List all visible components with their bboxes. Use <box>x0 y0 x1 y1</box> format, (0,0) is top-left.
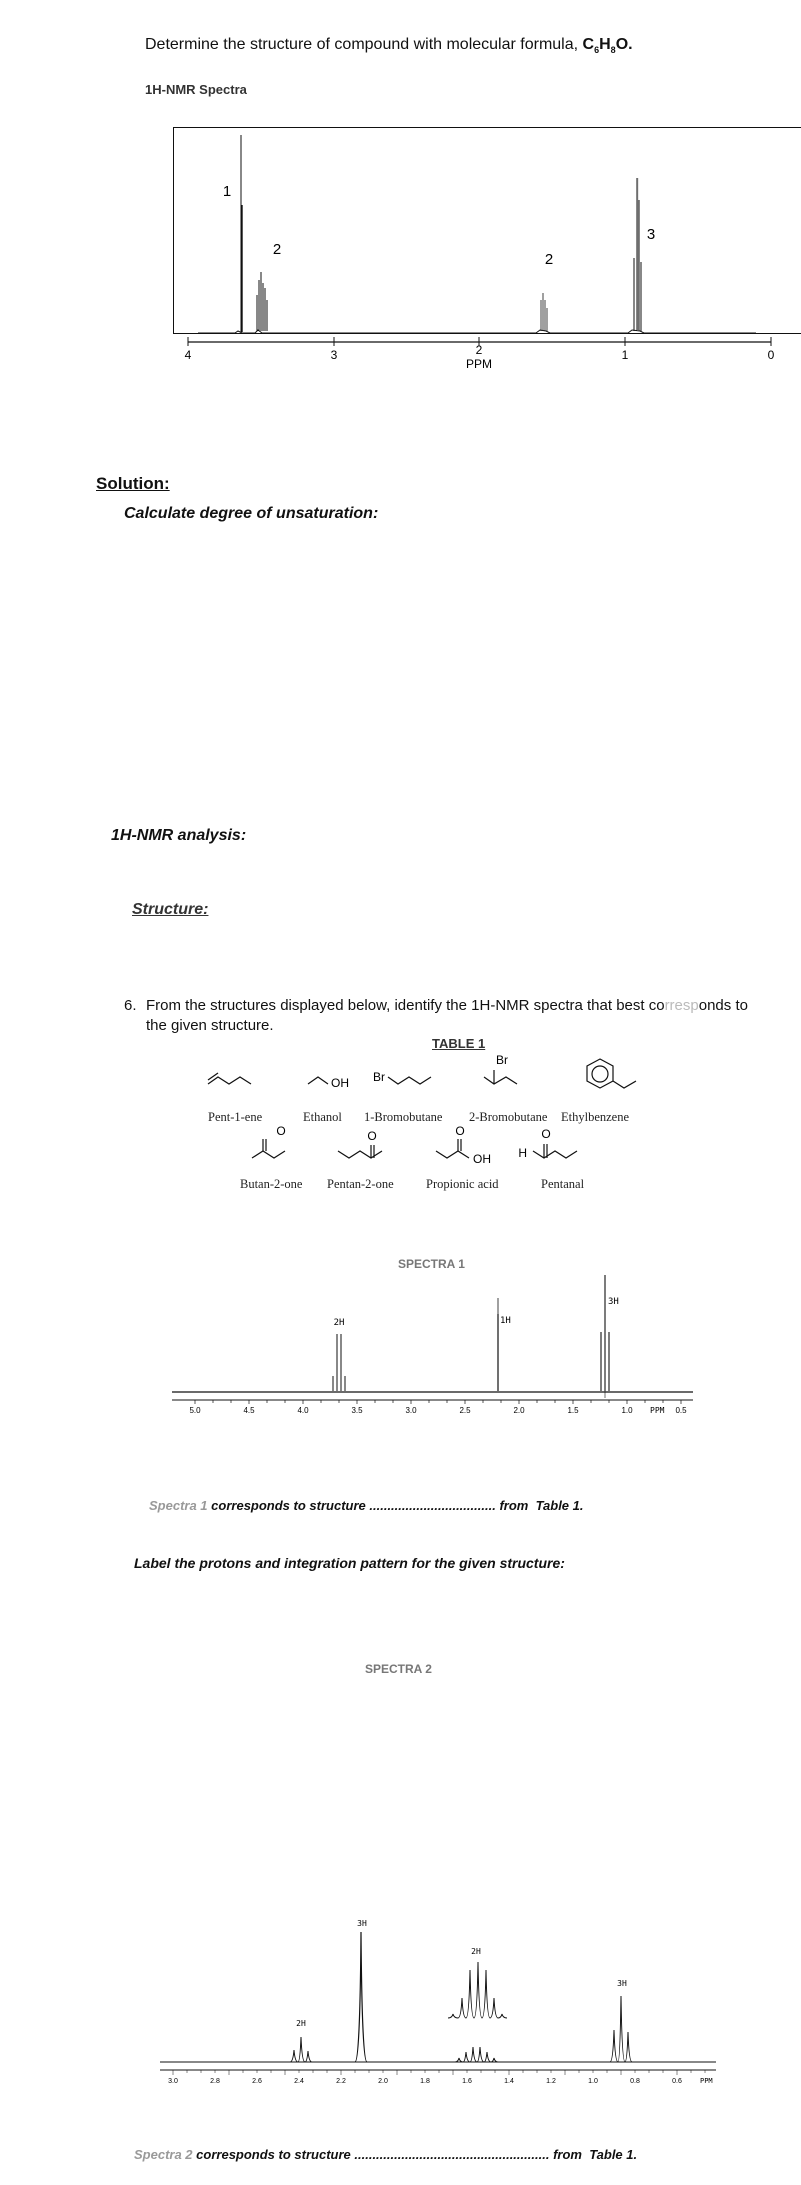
atom-oh: OH <box>473 1152 491 1166</box>
peak-label-2h: 2H <box>296 2019 306 2028</box>
minor-ticks <box>195 1400 681 1404</box>
peak-label-1: 1 <box>222 183 232 200</box>
minor-ticks <box>173 2070 705 2075</box>
compound-name: 1-Bromobutane <box>364 1110 443 1124</box>
svg-text:4.0: 4.0 <box>297 1406 309 1415</box>
nmr-spectra-label: 1H-NMR Spectra <box>145 82 247 97</box>
svg-text:2.0: 2.0 <box>513 1406 525 1415</box>
spectra-1-plot <box>0 1270 801 1430</box>
spectra-1-title: SPECTRA 1 <box>398 1257 465 1271</box>
atom-h: H <box>518 1146 527 1160</box>
atom-br: Br <box>373 1070 385 1084</box>
answer-blank[interactable]: ...................................................... <box>354 2147 550 2162</box>
structure-2-bromobutane <box>484 1070 517 1084</box>
ppm-tick-label: 3 <box>330 348 338 362</box>
spectra-2-title: SPECTRA 2 <box>365 1662 432 1676</box>
ppm-tick-label: 0 <box>767 348 775 362</box>
structure-heading: Structure: <box>132 901 209 918</box>
peak-label-2a: 2 <box>272 241 282 258</box>
compound-name: Ethylbenzene <box>561 1110 630 1124</box>
structure-pentanal <box>533 1144 577 1158</box>
structure-propionic-acid <box>436 1139 469 1158</box>
svg-text:1.2: 1.2 <box>546 2078 556 2085</box>
svg-text:2.8: 2.8 <box>210 2078 220 2085</box>
question-6-text: From the structures displayed below, identify the 1H-NMR spectra that best corresponds to the given structure. <box>146 997 748 1034</box>
compound-name: Pentan-2-one <box>327 1177 394 1191</box>
svg-text:1.4: 1.4 <box>504 2078 514 2085</box>
structure-butan-2-one <box>252 1139 285 1158</box>
spectra-2-plot <box>0 1920 801 2100</box>
structure-ethanol <box>308 1077 328 1084</box>
ppm-tick-label: 4 <box>184 348 192 362</box>
peak-label-3h: 3H <box>617 1979 627 1988</box>
compound-name: Propionic acid <box>426 1177 499 1191</box>
spectrum-baseline <box>198 330 756 333</box>
svg-text:3.0: 3.0 <box>405 1406 417 1415</box>
svg-text:3.0: 3.0 <box>168 2078 178 2085</box>
compound-name: Pent-1-ene <box>208 1110 263 1124</box>
svg-text:1.5: 1.5 <box>567 1406 579 1415</box>
compound-name: Ethanol <box>303 1110 342 1124</box>
svg-text:2.0: 2.0 <box>378 2078 388 2085</box>
peak-label-1h: 1H <box>500 1316 511 1326</box>
ppm-label: PPM <box>700 2077 713 2085</box>
peak-label-3: 3 <box>646 226 656 243</box>
unsaturation-heading: Calculate degree of unsaturation: <box>124 505 379 522</box>
svg-text:2.5: 2.5 <box>459 1406 471 1415</box>
peak-2b <box>541 293 547 331</box>
question-number: 6. <box>124 997 137 1014</box>
peak-label-2h: 2H <box>471 1947 481 1956</box>
ppm-tick-label: 1 <box>621 348 629 362</box>
spectra-2-answer: Spectra 2 corresponds to structure ...................................................... from Table 1. <box>134 2147 638 2162</box>
answer-blank[interactable]: ................................... <box>369 1498 496 1513</box>
compound-name: 2-Bromobutane <box>469 1110 548 1124</box>
svg-text:2.4: 2.4 <box>294 2078 304 2085</box>
peak-triplet-2h <box>290 2037 312 2062</box>
ppm-tick-label: 2 <box>475 343 483 357</box>
peak-label-3h: 3H <box>608 1297 619 1307</box>
peak-label-2b: 2 <box>544 251 554 268</box>
svg-text:2.6: 2.6 <box>252 2078 262 2085</box>
nmr-analysis-heading: 1H-NMR analysis: <box>111 827 247 844</box>
question-sentence: Determine the structure of compound with molecular formula, <box>145 36 579 53</box>
structure-ethylbenzene <box>587 1059 636 1088</box>
solution-heading: Solution: <box>96 474 170 493</box>
peak-label-2h: 2H <box>333 1318 345 1328</box>
table-1-structures <box>0 1050 801 1200</box>
svg-text:5.0: 5.0 <box>189 1406 201 1415</box>
svg-text:4.5: 4.5 <box>243 1406 255 1415</box>
svg-text:1.8: 1.8 <box>420 2078 430 2085</box>
label-protons-instruction: Label the protons and integration pattern for the given structure: <box>134 1555 565 1571</box>
peak-3 <box>634 178 641 331</box>
ppm-axis-title: PPM <box>465 357 493 371</box>
peak-sextet-2h <box>455 2047 498 2062</box>
svg-text:1.0: 1.0 <box>621 1406 633 1415</box>
peak-singlet-3h <box>355 1932 367 2062</box>
svg-text:1.0: 1.0 <box>588 2078 598 2085</box>
structure-1-bromobutane <box>388 1077 431 1084</box>
svg-text:0.8: 0.8 <box>630 2078 640 2085</box>
peak-label-3h: 3H <box>357 1920 367 1928</box>
table-1-title: TABLE 1 <box>432 1036 486 1051</box>
structure-pent-1-ene <box>208 1073 251 1084</box>
tick-labels <box>189 1406 687 1415</box>
peak-triplet-3h <box>610 1996 632 2062</box>
atom-o: O <box>276 1124 286 1138</box>
spectra-1-answer: Spectra 1 corresponds to structure ................................... from Table 1. <box>149 1498 584 1513</box>
svg-text:2.2: 2.2 <box>336 2078 346 2085</box>
atom-o: O <box>455 1124 465 1138</box>
atom-oh: OH <box>331 1076 349 1090</box>
nmr-spectrum-top <box>0 0 801 400</box>
compound-name: Butan-2-one <box>240 1177 303 1191</box>
tick-labels <box>168 2078 682 2085</box>
peak-2a <box>257 272 267 331</box>
atom-o: O <box>541 1127 551 1141</box>
svg-text:1.6: 1.6 <box>462 2078 472 2085</box>
peak-quartet <box>333 1334 345 1391</box>
svg-text:0.6: 0.6 <box>672 2078 682 2085</box>
atom-o: O <box>367 1129 377 1143</box>
svg-text:0.5: 0.5 <box>675 1406 687 1415</box>
molecular-formula: $C_6H_8O$. <box>582 36 633 56</box>
svg-text:3.5: 3.5 <box>351 1406 363 1415</box>
compound-name: Pentanal <box>541 1177 585 1191</box>
ppm-label: PPM <box>650 1406 665 1415</box>
structure-pentan-2-one <box>338 1145 382 1158</box>
peak-sextet-expansion <box>448 1962 507 2018</box>
atom-br: Br <box>496 1053 508 1067</box>
